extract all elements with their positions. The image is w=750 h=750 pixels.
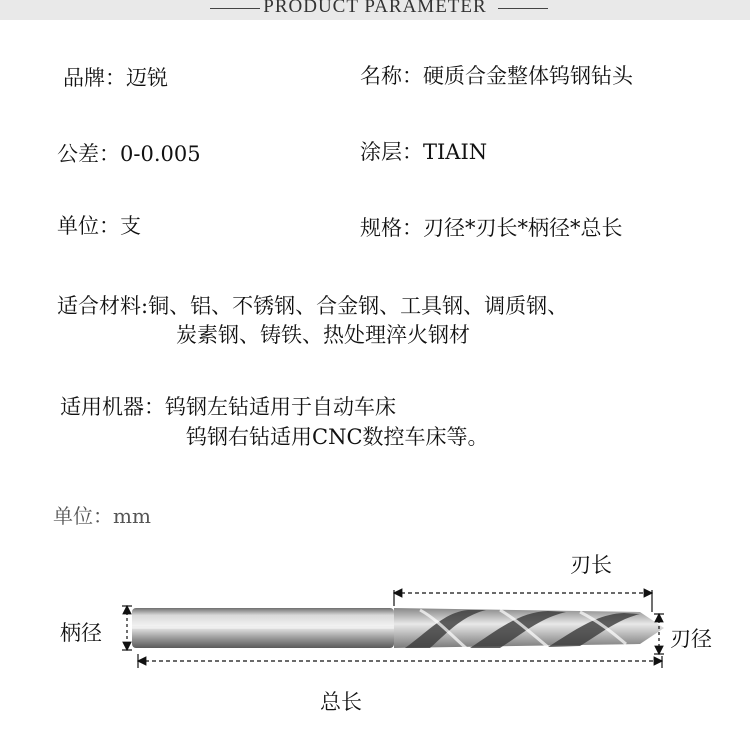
machines-line1: 适用机器：钨钢左钻适用于自动车床: [60, 395, 396, 419]
brand-text: 品牌：迈锐: [63, 66, 168, 90]
diagram-unit-label: 单位：mm: [53, 504, 151, 528]
materials-line1: 适合材料:铜、铝、不锈钢、合金钢、工具钢、调质钢、: [57, 294, 569, 318]
shank-diameter-label: 柄径: [60, 621, 102, 645]
drill-shank: [132, 608, 394, 648]
cutting-diameter-label: 刃径: [670, 627, 712, 651]
flute-length-label: 刃长: [570, 553, 612, 577]
name-text: 名称：硬质合金整体钨钢钻头: [360, 64, 633, 88]
shank-diameter-dimension: [122, 606, 132, 650]
machines-line2: 钨钢右钻适用CNC数控车床等。: [186, 425, 489, 449]
unit-text: 单位：支: [57, 214, 141, 238]
spec-text: 规格：刃径*刃长*柄径*总长: [360, 216, 623, 240]
drill-flutes: [394, 608, 664, 648]
tolerance-text: 公差：0-0.005: [57, 142, 201, 166]
coating-text: 涂层：TIAIN: [360, 140, 488, 164]
cutting-diameter-dimension: [654, 614, 664, 654]
overall-length-label: 总长: [320, 690, 362, 714]
materials-line2: 炭素钢、铸铁、热处理淬火钢材: [176, 323, 470, 347]
overall-length-dimension: [138, 654, 662, 668]
header-title: PRODUCT PARAMETER: [263, 0, 487, 17]
